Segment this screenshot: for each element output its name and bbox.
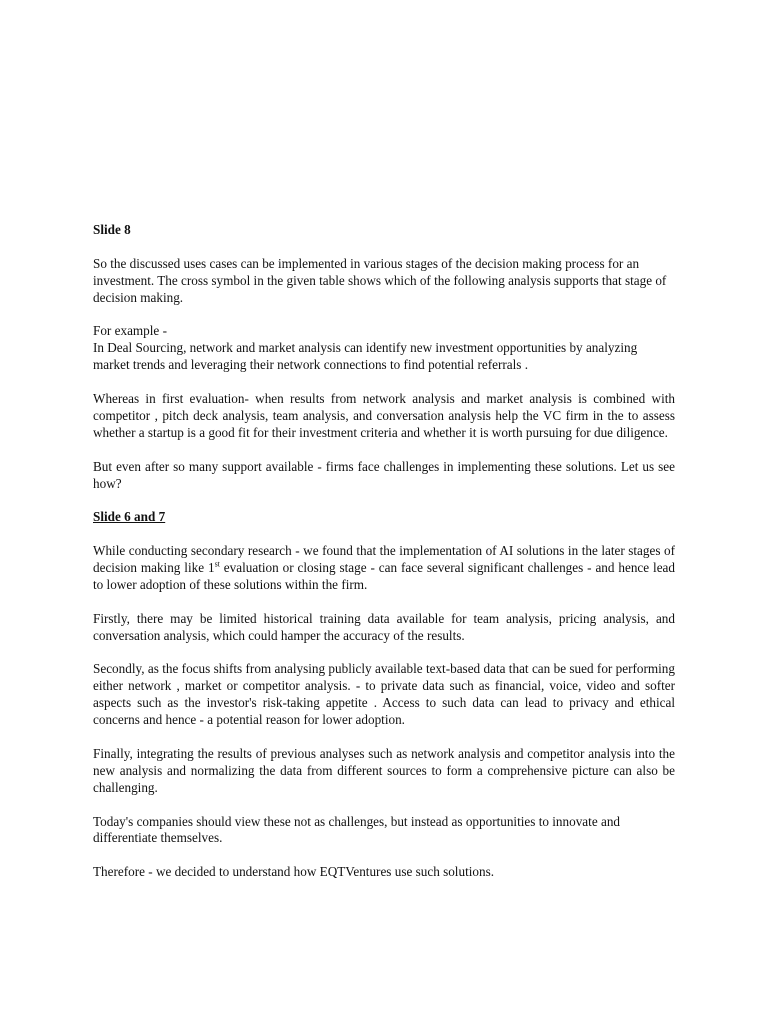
paragraph-secondly: Secondly, as the focus shifts from analysing publicly available text-based data that can be sued for performing either network , market or competitor analysis. - to private data such as financial, voice, video and softer aspects such as the investor's risk-taking appetite . Access to such data can lead to privacy and ethical concerns and hence - a potential reason for lower adoption.: [93, 661, 675, 728]
example-label: For example -: [93, 323, 167, 339]
paragraph-first-evaluation: Whereas in first evaluation- when results from network analysis and market analysis is combined with competitor , pitch deck analysis, team analysis, and conversation analysis help the VC firm in the to assess whether a startup is a good fit for their investment criteria and whether it is worth pursuing for due diligence.: [93, 391, 675, 440]
secondary-research-text-2: evaluation or closing stage - can face several significant challenges - and hence lead to lower adoption of these solutions within the firm.: [93, 560, 675, 592]
paragraph-finally: Finally, integrating the results of previous analyses such as network analysis and competitor analysis into the new analysis and normalizing the data from different sources to form a comprehensive picture can also be challenging.: [93, 745, 675, 795]
paragraph-firstly: Firstly, there may be limited historical training data available for team analysis, pricing analysis, and conversation analysis, which could hamper the accuracy of the results.: [93, 610, 675, 643]
paragraph-todays-companies: Today's companies should view these not as challenges, but instead as opportunities to innovate and differentiate themselves.: [93, 813, 621, 846]
paragraph-example: [93, 323, 675, 374]
paragraph-therefore: Therefore - we decided to understand how EQTVentures use such solutions.: [93, 864, 495, 880]
document-page: [93, 222, 675, 898]
superscript-st: st: [214, 559, 220, 569]
slide-8-heading: Slide 8: [93, 222, 131, 237]
paragraph-use-cases: So the discussed uses cases can be implemented in various stages of the decision making process for an investment. The cross symbol in the given table shows which of the following analysis supports that stage of decision making.: [93, 255, 667, 305]
paragraph-secondary-research: [93, 543, 675, 594]
slide-6-7-heading: Slide 6 and 7: [93, 509, 166, 525]
secondary-research-text-1: While conducting secondary research - we found that the implementation of AI solutions in the later stages of decision making like 1: [93, 543, 675, 576]
deal-sourcing-text: In Deal Sourcing, network and market analysis can identify new investment opportunities by analyzing market trends and leveraging their network connections to find potential referrals .: [93, 340, 638, 373]
paragraph-challenges-intro: But even after so many support available - firms face challenges in implementing these solutions. Let us see how?: [93, 458, 675, 491]
